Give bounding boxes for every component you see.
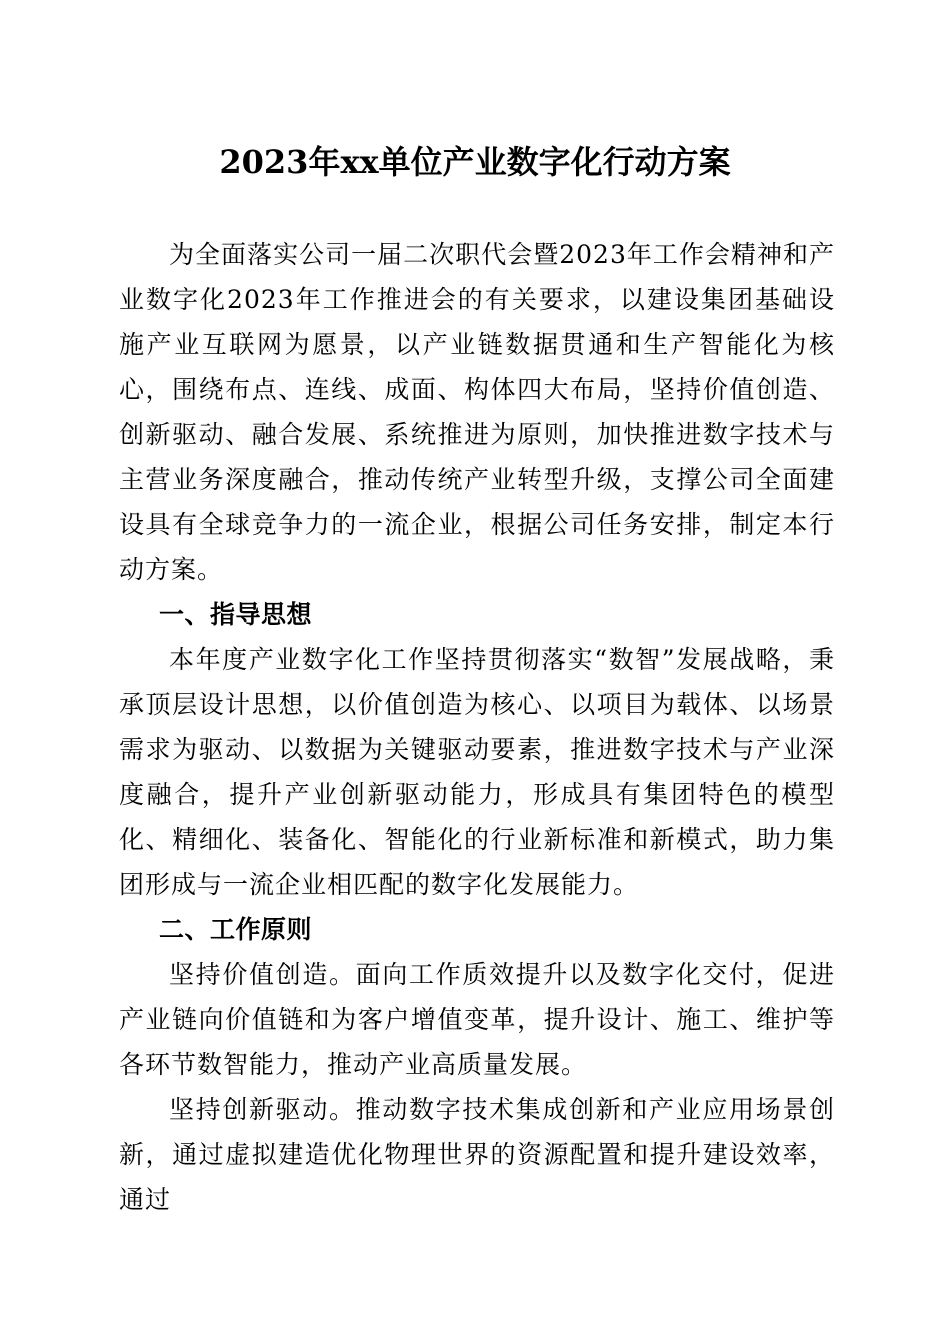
- principle-value-creation-paragraph: 坚持价值创造。面向工作质效提升以及数字化交付，促进产业链向价值链和为客户增值变革，提升设计、施工、维护等各环节数智能力，推动产业高质量发展。: [119, 960, 835, 1079]
- principle-innovation-paragraph: 坚持创新驱动。推动数字技术集成创新和产业应用场景创新，通过虚拟建造优化物理世界的资源配置和提升建设效率，通过: [119, 1095, 835, 1214]
- document-title: 2023年xx单位产业数字化行动方案: [219, 143, 731, 181]
- document-body: [119, 232, 835, 1222]
- section-heading-guiding-thought: 一、指导思想: [159, 600, 313, 629]
- intro-paragraph: 为全面落实公司一届二次职代会暨2023年工作会精神和产业数字化2023年工作推进会的有关要求，以建设集团基础设施产业互联网为愿景，以产业链数据贯通和生产智能化为核心，围绕布点、连线、成面、构体四大布局，坚持价值创造、创新驱动、融合发展、系统推进为原则，加快推进数字技术与主营业务深度融合，推动传统产业转型升级，支撑公司全面建设具有全球竞争力的一流企业，根据公司任务安排，制定本行动方案。: [119, 240, 835, 584]
- guiding-thought-paragraph: 本年度产业数字化工作坚持贯彻落实“数智”发展战略，秉承顶层设计思想，以价值创造为核心、以项目为载体、以场景需求为驱动、以数据为关键驱动要素，推进数字技术与产业深度融合，提升产业创新驱动能力，形成具有集团特色的模型化、精细化、装备化、智能化的行业新标准和新模式，助力集团形成与一流企业相匹配的数字化发展能力。: [119, 645, 835, 899]
- section-heading-work-principles: 二、工作原则: [159, 915, 313, 944]
